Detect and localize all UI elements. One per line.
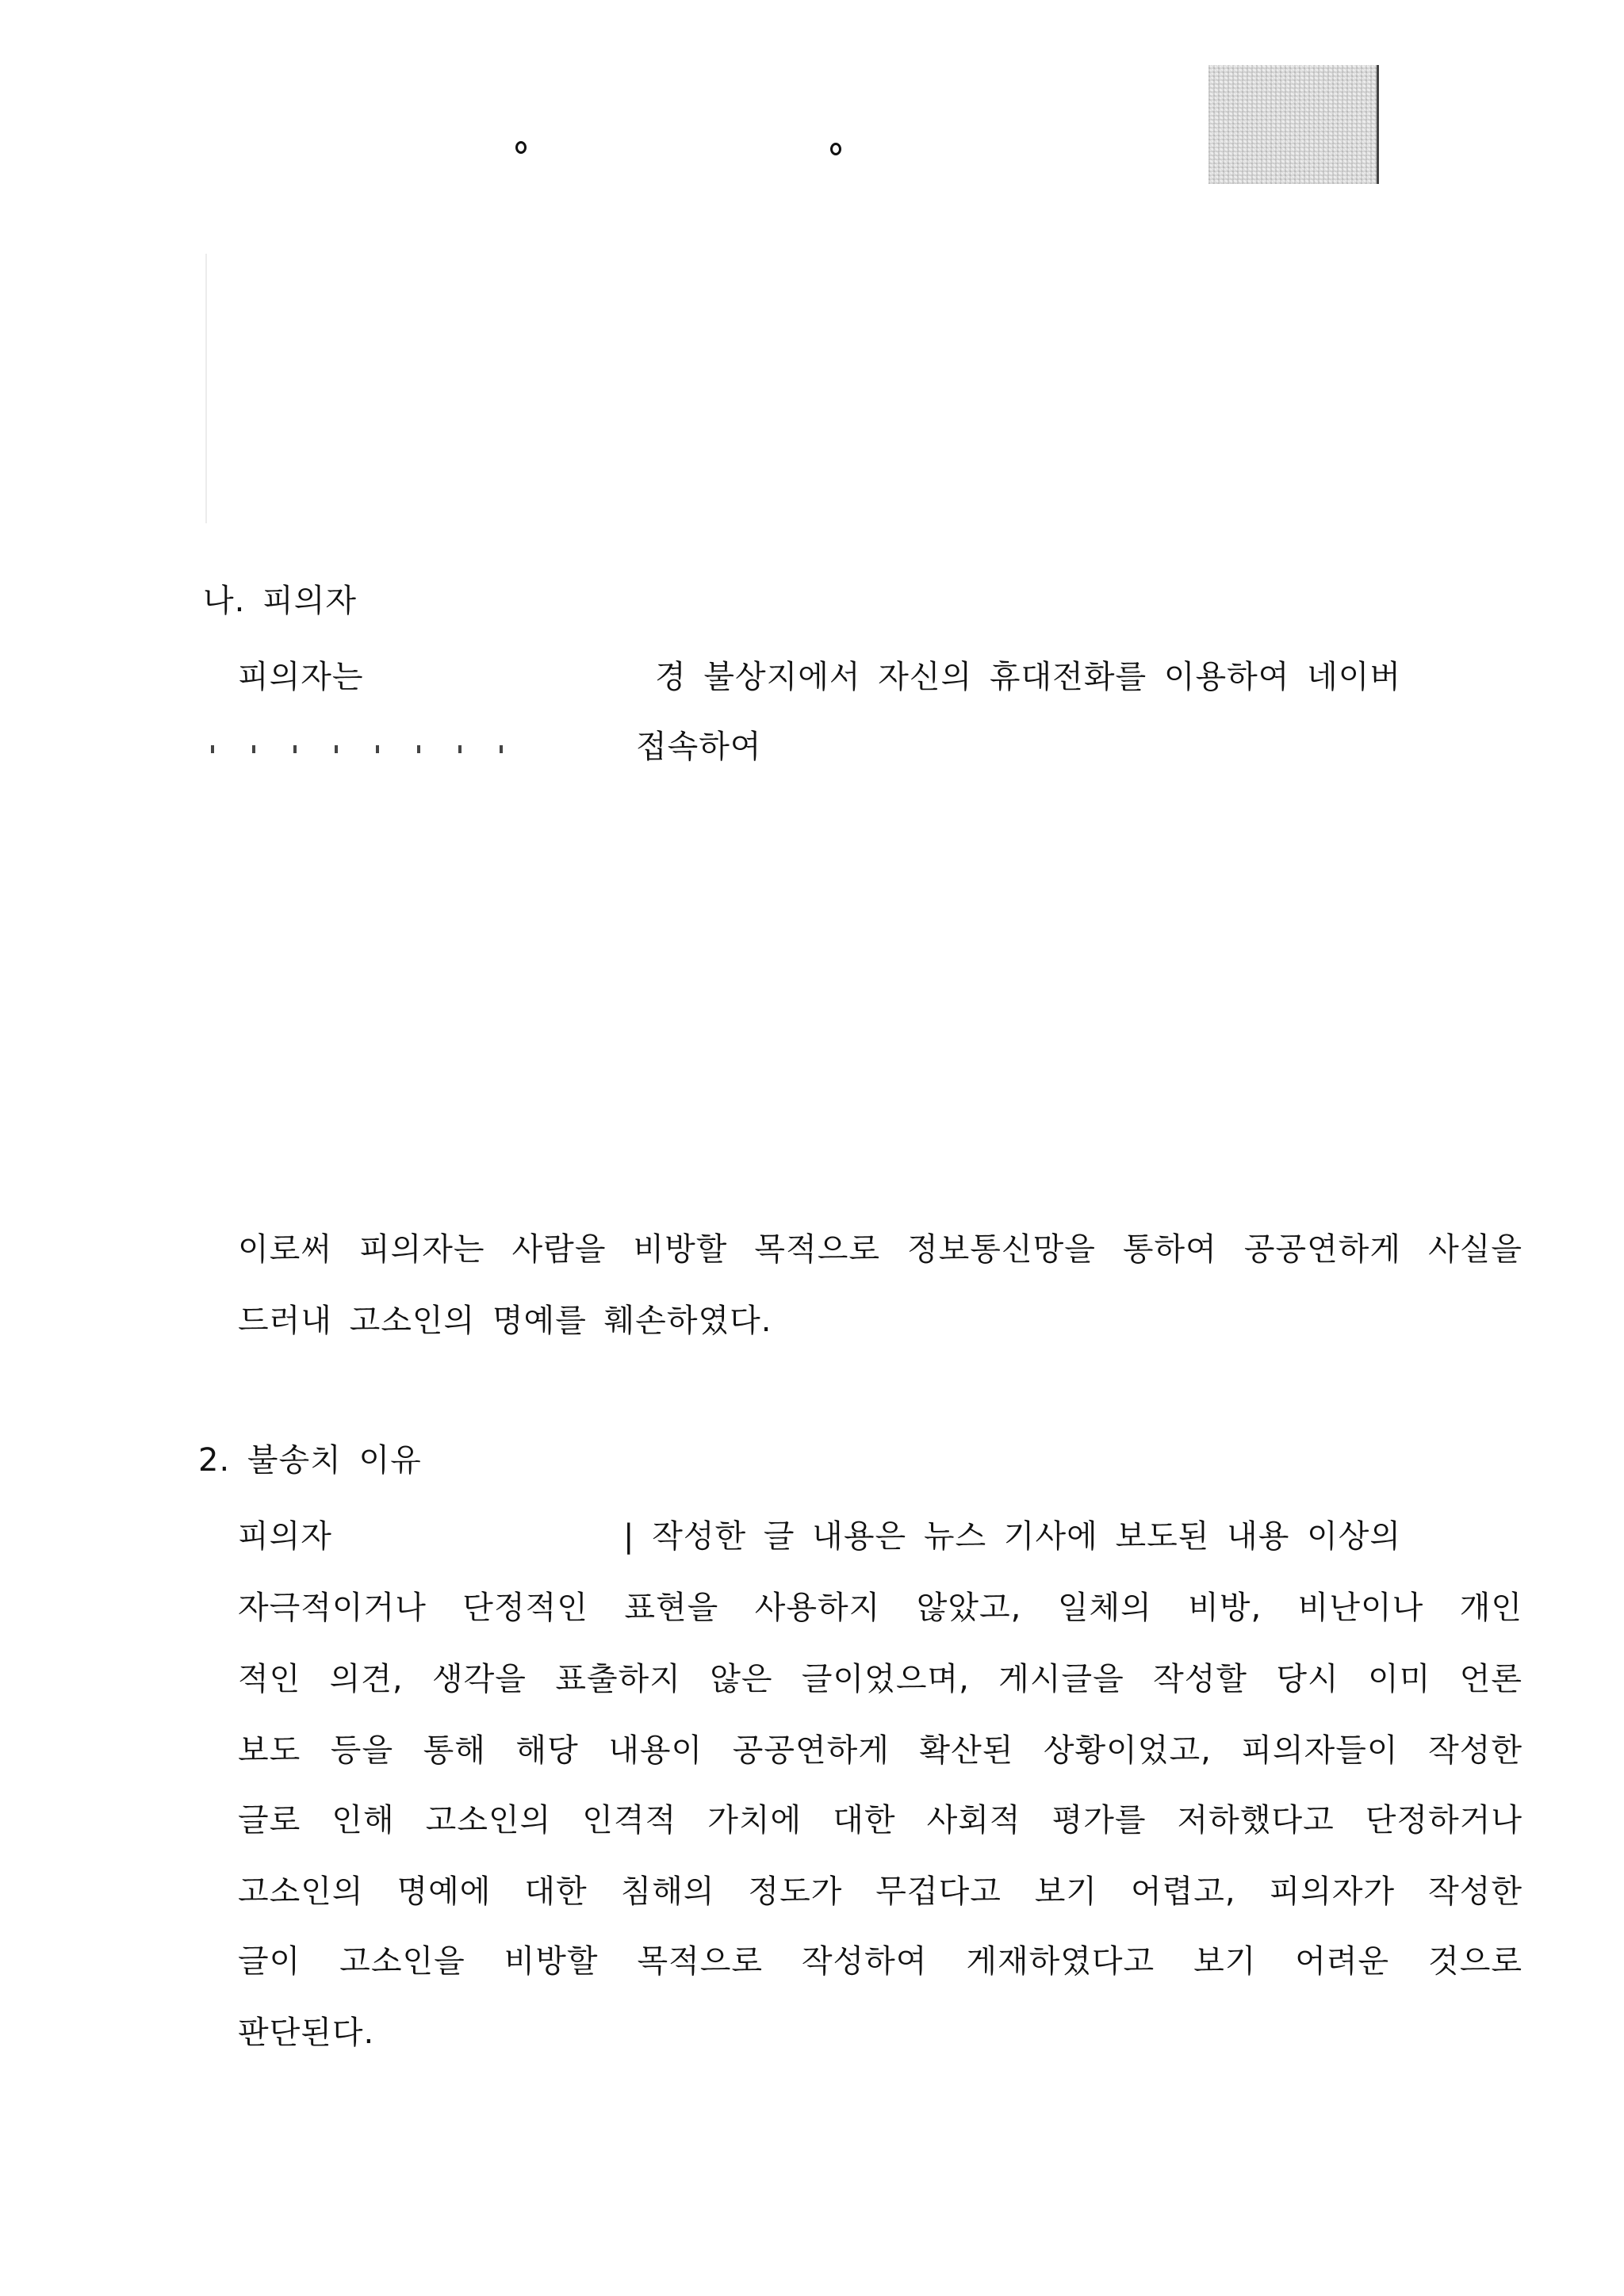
section-na-heading: 나. 피의자 [203,583,357,619]
section-na-line2-suffix: 접속하여 [636,729,762,765]
section-2-heading: 2. 불송치 이유 [198,1442,422,1479]
section-2-line-4: 보도 등을 통해 해당 내용이 공공연하게 확산된 상황이었고, 피의자들이 작성한 [238,1732,1522,1769]
section-2-line-3: 적인 의견, 생각을 표출하지 않은 글이었으며, 게시글을 작성할 당시 이미 언론 [238,1661,1522,1697]
section-2-line-7: 글이 고소인을 비방할 목적으로 작성하여 게재하였다고 보기 어려운 것으로 [238,1943,1522,1980]
section-na-line1-suffix: 경 불상지에서 자신의 휴대전화를 이용하여 네이버 [655,659,1402,695]
conclusion-line-2: 드러내 고소인의 명예를 훼손하였다. [238,1303,772,1339]
circle-mark-right [830,143,841,155]
conclusion-line-1: 이로써 피의자는 사람을 비방할 목적으로 정보통신망을 통하여 공공연하게 사실을 [238,1231,1522,1268]
section-2-line1-suffix: | 작성한 글 내용은 뉴스 기사에 보도된 내용 이상의 [623,1518,1401,1555]
section-2-line-5: 글로 인해 고소인의 인격적 가치에 대한 사회적 평가를 저하했다고 단정하거나 [238,1802,1522,1839]
section-2-line-6: 고소인의 명예에 대한 침해의 정도가 무겁다고 보기 어렵고, 피의자가 작성한 [238,1873,1522,1910]
section-2-line-2: 자극적이거나 단정적인 표현을 사용하지 않았고, 일체의 비방, 비난이나 개인 [238,1590,1522,1626]
redacted-fragment-marks [211,745,541,750]
section-na-line1-prefix: 피의자는 [238,659,364,695]
section-2-line1-prefix: 피의자 [238,1518,332,1555]
scan-artifact-line [205,254,207,523]
redacted-stamp [1208,65,1379,184]
circle-mark-left [515,141,527,154]
section-2-line-8: 판단된다. [238,2015,375,2051]
